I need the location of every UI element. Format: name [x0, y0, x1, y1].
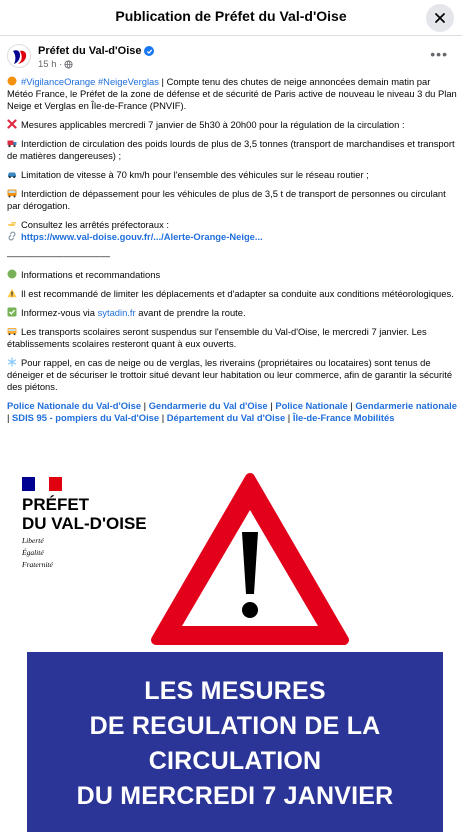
tag-separator: |	[267, 400, 276, 411]
tagged-page-link[interactable]: Police Nationale	[275, 400, 348, 411]
school-bus-icon	[7, 326, 17, 336]
paragraph-limiter	[7, 288, 457, 300]
tag-separator: |	[159, 412, 167, 423]
tag-separator: |	[141, 400, 149, 411]
check-box-icon	[7, 307, 17, 317]
warning-triangle-icon	[150, 470, 350, 648]
paragraph-scolaires	[7, 326, 457, 350]
tagged-page-link[interactable]: Département du Val d'Oise	[166, 412, 286, 423]
scolaires-text: Les transports scolaires seront suspendus sur l'ensemble du Val-d'Oise, le mercredi 7 janvier. Les établissements scolaires resteront quant à eux ouverts.	[7, 326, 427, 349]
verified-icon	[144, 46, 154, 56]
more-icon: •••	[430, 46, 448, 62]
tag-separator: |	[285, 412, 293, 423]
paragraph-riverains	[7, 357, 457, 393]
banner-line-4: DU MERCREDI 7 JANVIER	[76, 782, 394, 810]
tag-separator: |	[7, 412, 13, 423]
infos-text: Informations et recommandations	[21, 269, 161, 280]
cross-mark-icon	[7, 119, 17, 129]
prefet-logo	[22, 477, 162, 569]
banner-line-1: LES MESURES	[144, 677, 326, 705]
paragraph-poids	[7, 138, 457, 162]
more-options-button[interactable]	[430, 46, 448, 62]
bus-icon	[7, 188, 17, 198]
sytadin-link[interactable]: sytadin.fr	[97, 307, 136, 318]
limiter-text: Il est recommandé de limiter les déplacements et d'adapter sa conduite aux conditions météorologiques.	[21, 288, 454, 299]
divider-line: ———————————	[7, 250, 111, 261]
close-button[interactable]	[426, 4, 454, 32]
post-author[interactable]	[38, 45, 154, 57]
banner-line-3: CIRCULATION	[148, 747, 322, 775]
depassement-text: Interdiction de dépassement pour les véhicules de plus de 3,5 t de transport de personnes ou circulant par dérogation.	[7, 188, 446, 211]
paragraph-intro	[7, 76, 457, 112]
link-icon	[7, 231, 17, 241]
globe-icon	[64, 60, 73, 69]
warning-icon	[7, 288, 17, 298]
riverains-text: Pour rappel, en cas de neige ou de verglas, les riverains (propriétaires ou locataires) sont tenus de déneiger et de sécuriser le trottoir situé devant leur habitation ou leur commerce, afin de garantir la sécurité des piétons.	[7, 357, 453, 392]
snowflake-icon	[7, 357, 17, 367]
tagged-page-link[interactable]: Gendarmerie nationale	[355, 400, 457, 411]
measures-banner	[27, 652, 443, 832]
logo-line1: PRÉFET	[22, 495, 90, 514]
truck-icon	[7, 138, 17, 148]
post-header	[0, 38, 462, 72]
car-icon	[7, 169, 17, 179]
mesures-text: Mesures applicables mercredi 7 janvier de 5h30 à 20h00 pour la régulation de la circulation :	[21, 119, 405, 130]
post-image[interactable]	[0, 457, 462, 832]
banner-line-2: DE REGULATION DE LA	[89, 712, 381, 740]
paragraph-arretes	[7, 219, 457, 243]
paragraph-depassement	[7, 188, 457, 212]
author-name[interactable]: Préfet du Val-d'Oise	[38, 45, 142, 57]
post-meta	[38, 59, 73, 70]
tagged-page-link[interactable]: Île-de-France Mobilités	[292, 412, 395, 423]
post-time[interactable]: 15 h ·	[38, 59, 63, 70]
arretes-text: Consultez les arrêtés préfectoraux :	[21, 219, 169, 230]
green-circle-icon	[7, 269, 17, 279]
tag-separator: |	[347, 400, 356, 411]
tagged-page-link[interactable]: SDIS 95 - pompiers du Val-d'Oise	[12, 412, 160, 423]
tagged-page-link[interactable]: Police Nationale du Val-d'Oise	[7, 400, 142, 411]
pointing-hand-icon	[7, 219, 17, 229]
tagged-pages	[7, 400, 457, 424]
dialog-header	[0, 0, 462, 36]
motto-egalite: Égalité	[22, 548, 44, 557]
paragraph-infos	[7, 269, 457, 281]
motto-fraternite: Fraternité	[22, 560, 53, 569]
paragraph-mesures	[7, 119, 457, 131]
marianne-flag-icon	[22, 477, 62, 491]
intro-text: | Compte tenu des chutes de neige annoncées demain matin par Météo France, le Préfet de la zone de défense et de sécurité de Paris active de nouveau le niveau 3 du Plan Neige et Verglas en Île-de-France (PNVIF).	[7, 76, 457, 111]
marianne-logo-icon	[8, 45, 31, 68]
orange-circle-icon	[7, 76, 17, 86]
motto-liberte: Liberté	[22, 536, 44, 545]
arretes-link[interactable]: https://www.val-doise.gouv.fr/.../Alerte-Orange-Neige...	[21, 231, 263, 242]
paragraph-sytadin	[7, 307, 457, 319]
close-icon	[434, 12, 446, 24]
avatar[interactable]	[7, 44, 31, 68]
dialog-title: Publication de Préfet du Val-d'Oise	[115, 8, 347, 24]
sytadin-pre: Informez-vous via	[21, 307, 98, 318]
post-body	[7, 76, 457, 424]
hashtags[interactable]: #VigilanceOrange #NeigeVerglas	[21, 76, 159, 87]
paragraph-vitesse	[7, 169, 457, 181]
logo-line2: DU VAL-D'OISE	[22, 514, 147, 533]
poids-text: Interdiction de circulation des poids lourds de plus de 3,5 tonnes (transport de marchandises et transport de matières dangereuses) ;	[7, 138, 455, 161]
tagged-page-link[interactable]: Gendarmerie du Val d'Oise	[148, 400, 268, 411]
vitesse-text: Limitation de vitesse à 70 km/h pour l'ensemble des véhicules sur le réseau routier ;	[21, 169, 369, 180]
sytadin-post: avant de prendre la route.	[135, 307, 246, 318]
